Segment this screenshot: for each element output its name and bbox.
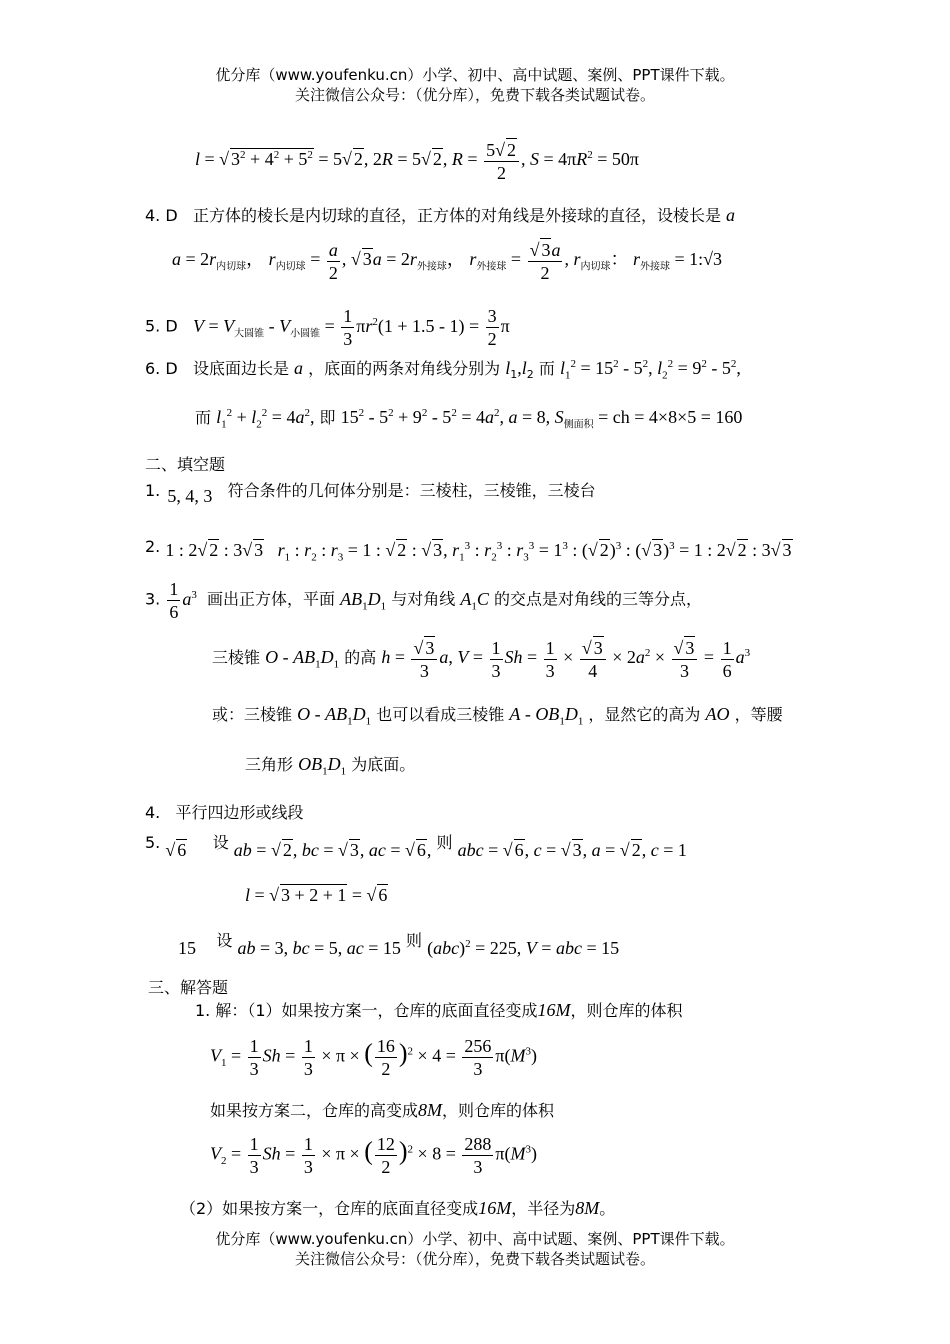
q4-formula: $a = 2r_{内切球}$， $r_{内切球}$ = $\frac{a}{2}$ , √ $3a = 2r_{外接球}$， $r_{外接球}$ = $\frac{√ 3a}{2}$ , $r_{内切球}$： $r_{外接球}$ = 1:√3 (172, 239, 723, 283)
q4-text: 正方体的棱长是内切球的直径，正方体的对角线是外接球的直径，设棱长是 (192, 206, 721, 225)
q4-line (145, 203, 735, 226)
s3-p2: 如果按方案二，仓库的高变成8M，则仓库的体积 (210, 1100, 555, 1120)
s3-v2-formula: $V_2$ = $\frac{1}{3}$ Sh = $\frac{1}{3}$ × π × ( $\frac{12}{2}$ )$^2$ × 8 = $\frac{288}{3}$ $\pi(M^3)$ (210, 1134, 537, 1177)
q5-line: 5. D $V = V_{大圆锥} - V_{小圆锥}$ = $\frac{1}{3}$ $\pi r^2(1 + 1.5 - 1)$ = $\frac{3}{2}$ π (145, 306, 510, 349)
s2-item-6: 15 设 ab = 3, bc = 5, ac = 15 则 (abc)$^2$ = 225, V = abc = 15 (178, 931, 620, 958)
header-line-2: 关注微信公众号：（优分库），免费下载各类试题试卷。 (294, 86, 655, 104)
q6-line-1: 6. D 设底面边长是 a ，底面的两条对角线分别为 $l_1,l_2$ 而 $l_1^2 = 15^2 - 5^2$, $l_2^2 = 9^2 - 5^2$, (145, 358, 741, 382)
s2-item-3-line-3: 或：三棱锥 O - $AB_1D_1$ 也可以看成三棱锥 A - $OB_1D_1$ ，显然它的高为 AO ，等腰 (212, 704, 783, 728)
q4-ratio: 1:√3 (689, 249, 723, 270)
s2-item-4: 4. 平行四边形或线段 (145, 803, 304, 822)
q4-label: 4. D (145, 206, 178, 225)
footer-line-1: 优分库（www.youfenku.cn）小学、初中、高中试题、案例、PPT课件下载。 (215, 1230, 735, 1248)
q6-label: 6. D (145, 359, 178, 378)
q4-var: a (726, 205, 736, 225)
section3-title: 三、解答题 (148, 978, 229, 997)
q6-line-2: 而 $l_1^2 + l_2^2 = 4a^2$, 即 $15^2 - 5^2 + 9^2 - 5^2 = 4a^2$, a = 8, $S_{侧面积}$ = ch = 4×8×5 = 160 (195, 407, 743, 431)
q3-formula: l = √ $3^2 + 4^2 + 5^2 = 5√$ 2, 2R = 5√ 2, R = $\frac{5√ 2}{2}$ , $S = 4\pi R^2 = 50\pi$ (195, 140, 639, 183)
s2-item-3: 3. $\frac{1}{6}$ $a^3$ 画出正方体，平面 $AB_1D_1$ 与对角线 $A_1C$ 的交点是对角线的三等分点， (145, 579, 702, 622)
section2-title: 二、填空题 (145, 455, 226, 474)
s2-item-3-line-2: 三棱锥 O - $AB_1D_1$ 的高 h = $\frac{√ 3}{3}$ a, V = $\frac{1}{3}$ Sh = $\frac{1}{3}$ × $\frac{√ 3}{4}$ × $2a^2$ × $\frac{√ 3}{3}$ = $\frac{1}{6}$ $a^3$ (212, 637, 751, 681)
s2-item-5: 5. √ 6 设 ab = √ 2, bc = √ 3, ac = √ 6, 则 abc = √ 6, c = √ 3, a = √ 2, c = 1 (145, 833, 687, 860)
footer-line-2: 关注微信公众号：（优分库），免费下载各类试题试卷。 (294, 1250, 655, 1268)
s3-v1-formula: $V_1$ = $\frac{1}{3}$ Sh = $\frac{1}{3}$ × π × ( $\frac{16}{2}$ )$^2$ × 4 = $\frac{256}{3}$ $\pi(M^3)$ (210, 1036, 537, 1079)
s3-p3: （2）如果按方案一，仓库的底面直径变成16M，半径为8M。 (180, 1198, 616, 1218)
s2-item-2: 2. 1 : 2√ 2 : 3√ 3 $r_1$ : $r_2$ : $r_3 = 1$ : √ 2 : √ 3, $r_1^3$ : $r_2^3$ : $r_3^3 = 1^3$ : (√ 2)$^3$ : (√ 3)$^3$ = 1 : 2√ 2 : 3√ 3 (145, 537, 792, 564)
header-line-1: 优分库（www.youfenku.cn）小学、初中、高中试题、案例、PPT课件下载。 (215, 66, 735, 84)
q5-label: 5. D (145, 316, 178, 336)
s2-item-3-line-4: 三角形 $OB_1D_1$ 为底面。 (245, 754, 416, 778)
s2-item-5-line-2: l = √ 3 + 2 + 1 = √ 6 (245, 885, 388, 905)
s2-item-1: 1. 5, 4, 3 符合条件的几何体分别是：三棱柱，三棱锥，三棱台 (145, 481, 596, 506)
s3-p1: 1. 解：（1）如果按方案一，仓库的底面直径变成16M，则仓库的体积 (195, 1000, 683, 1020)
